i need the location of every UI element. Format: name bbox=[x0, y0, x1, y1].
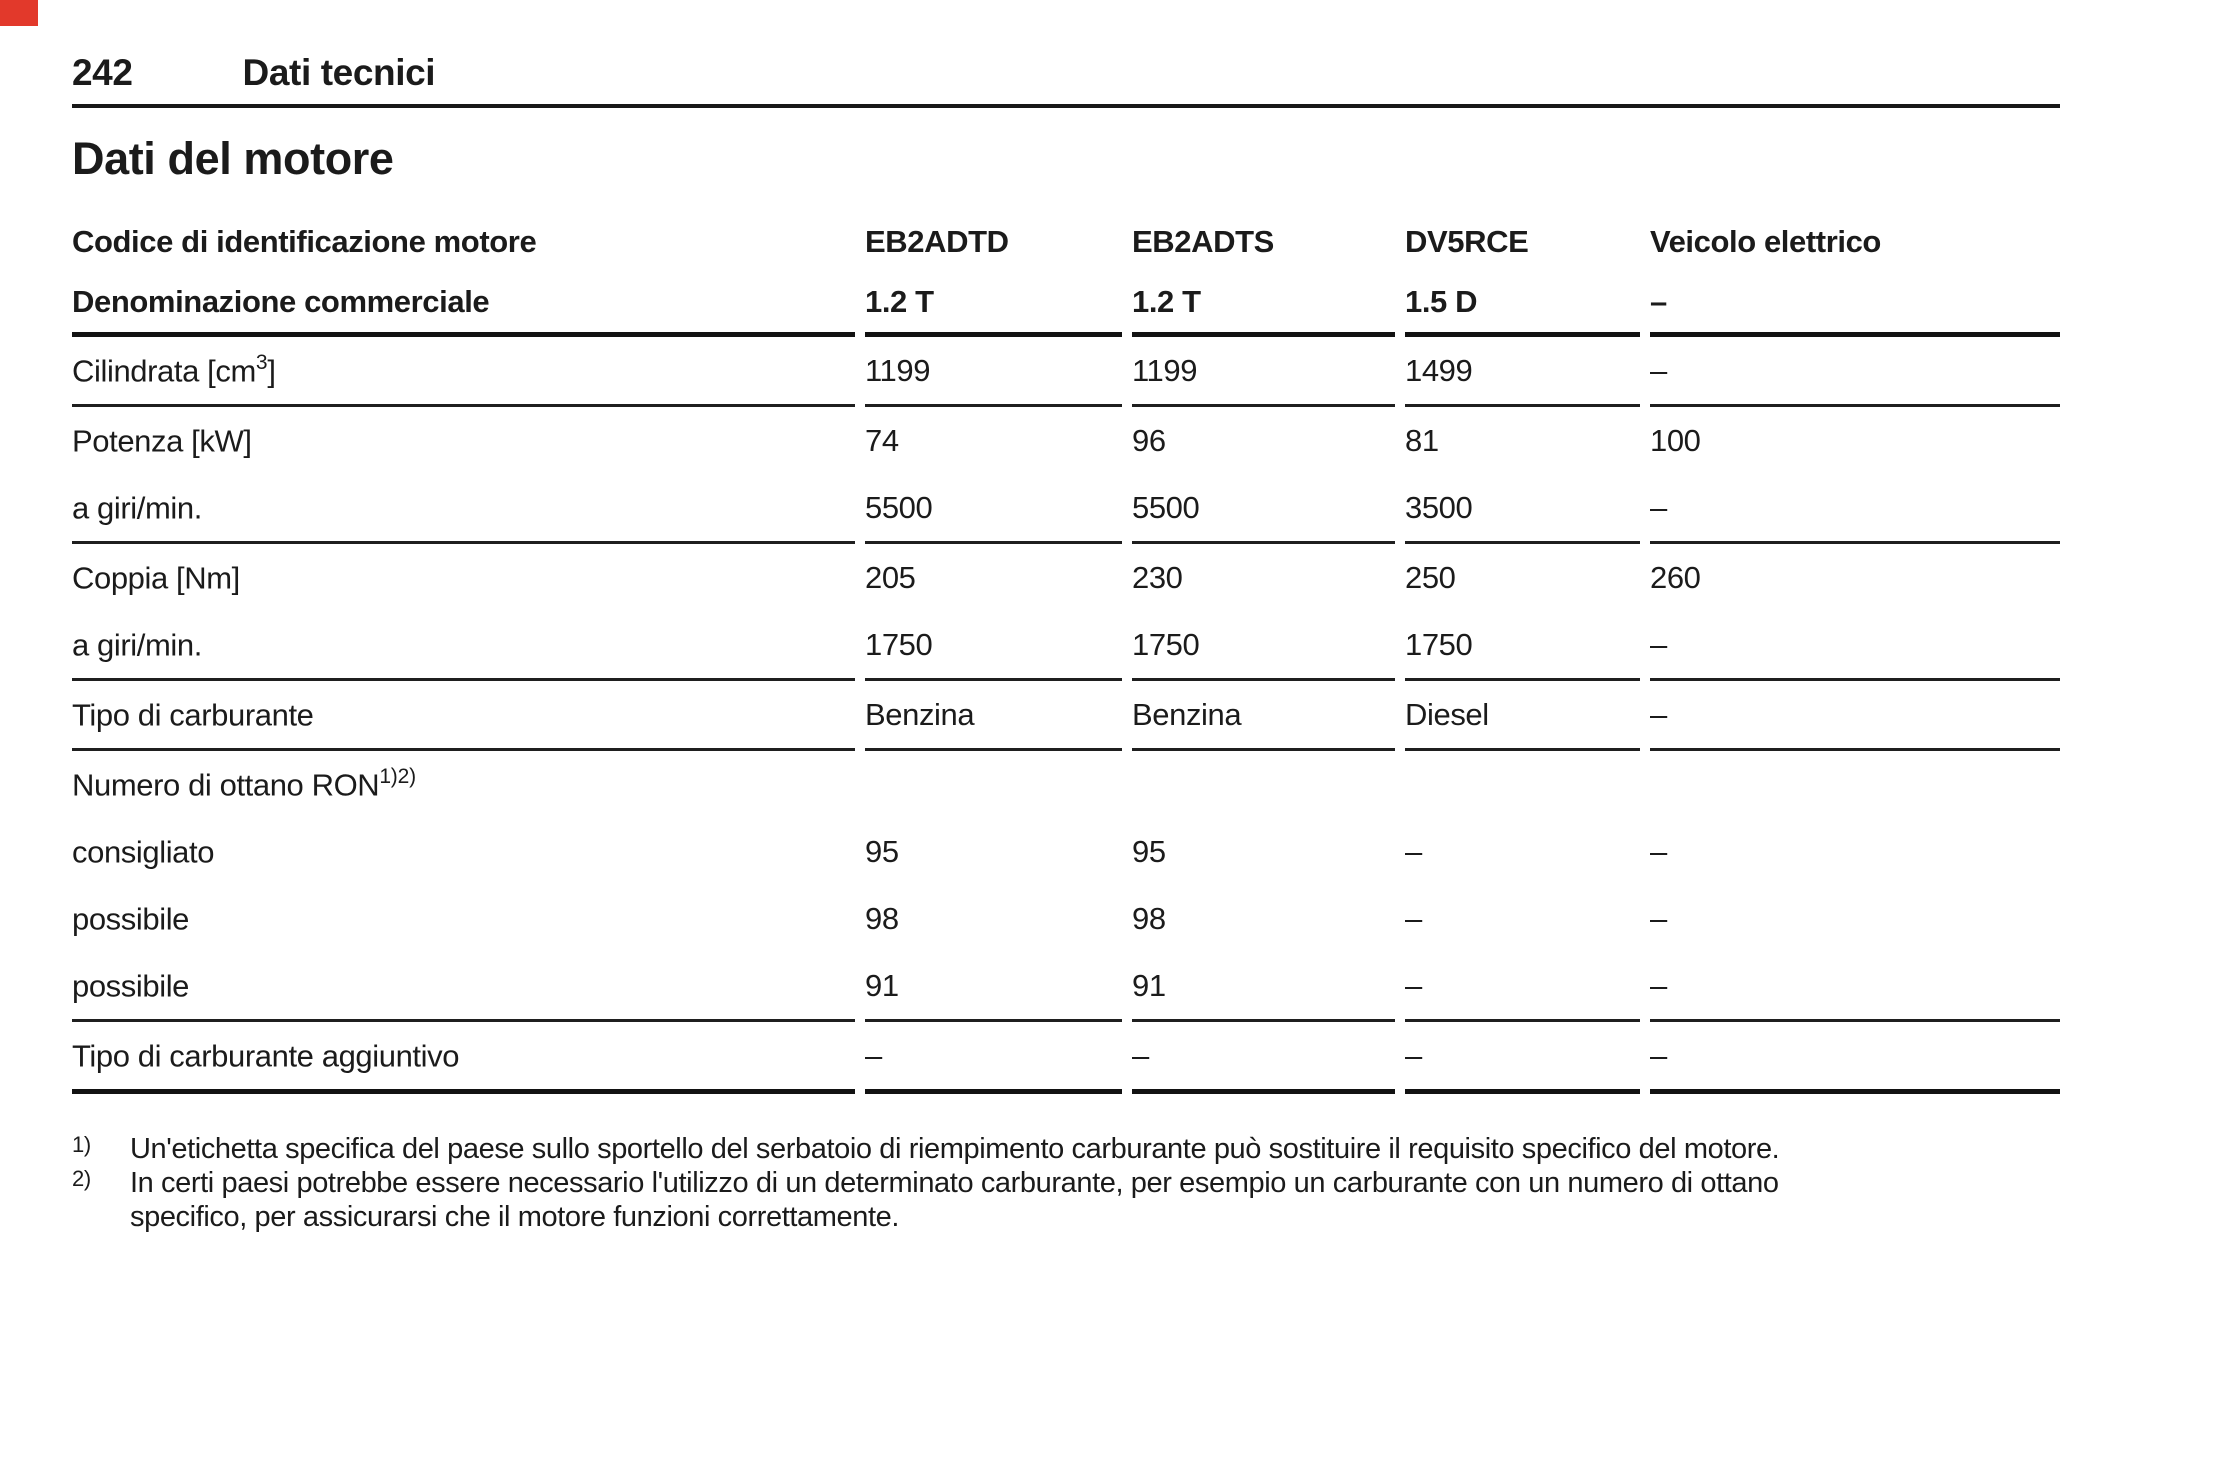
table-row bbox=[72, 751, 2060, 818]
table-rule-thick bbox=[72, 332, 2060, 337]
row-label: possibile bbox=[72, 901, 190, 937]
cell-value: 1.2 T bbox=[865, 284, 934, 319]
cell-value: 1750 bbox=[865, 626, 933, 662]
cell-value: 91 bbox=[1132, 967, 1166, 1003]
cell-value: Benzina bbox=[865, 696, 975, 732]
cell-value: – bbox=[1650, 489, 1667, 525]
cell-value: 3500 bbox=[1405, 489, 1473, 525]
page-content bbox=[72, 0, 2060, 1234]
cell-value: – bbox=[1650, 696, 1667, 732]
cell-value: 95 bbox=[865, 833, 899, 869]
page-number: 242 bbox=[72, 52, 133, 93]
cell-value: – bbox=[865, 1037, 882, 1073]
superscript: 1)2) bbox=[379, 764, 416, 788]
cell-value: 98 bbox=[865, 900, 899, 936]
red-corner-marker bbox=[0, 0, 38, 26]
superscript: 3 bbox=[255, 350, 268, 374]
row-label: Tipo di carburante bbox=[72, 697, 314, 733]
table-rule-thick bbox=[72, 1089, 2060, 1094]
cell-value: – bbox=[1650, 833, 1667, 869]
cell-value: 5500 bbox=[1132, 489, 1200, 525]
row-label: Potenza [kW] bbox=[72, 423, 252, 459]
cell-value: 1750 bbox=[1132, 626, 1200, 662]
cell-value: 96 bbox=[1132, 422, 1166, 458]
cell-value: – bbox=[1650, 967, 1667, 1003]
cell-value: Veicolo elettrico bbox=[1650, 224, 1881, 259]
table-row bbox=[72, 212, 2060, 272]
cell-value: EB2ADTD bbox=[865, 224, 1009, 259]
row-label: Coppia [Nm] bbox=[72, 560, 240, 596]
engine-data-table bbox=[72, 212, 2060, 1094]
cell-value: 250 bbox=[1405, 559, 1456, 595]
footnote bbox=[72, 1166, 2060, 1234]
cell-value: 100 bbox=[1650, 422, 1701, 458]
row-label: Numero di ottano $RON^{1)2)}$ bbox=[72, 764, 416, 803]
cell-value: 98 bbox=[1132, 900, 1166, 936]
cell-value: – bbox=[1132, 1037, 1149, 1073]
cell-value: – bbox=[1650, 1037, 1667, 1073]
cell-value: 1750 bbox=[1405, 626, 1473, 662]
cell-value: DV5RCE bbox=[1405, 224, 1529, 259]
table-row bbox=[72, 1022, 2060, 1089]
footnotes bbox=[72, 1132, 2060, 1234]
footnote-marker: 1) bbox=[72, 1132, 91, 1157]
cell-value: – bbox=[1650, 626, 1667, 662]
table-row bbox=[72, 544, 2060, 611]
cell-value: – bbox=[1650, 900, 1667, 936]
cell-value: 81 bbox=[1405, 422, 1439, 458]
cell-value: 91 bbox=[865, 967, 899, 1003]
table-rule-thin bbox=[72, 748, 2060, 751]
section-title: Dati tecnici bbox=[242, 52, 436, 93]
footnote bbox=[72, 1132, 2060, 1166]
cell-value: 230 bbox=[1132, 559, 1183, 595]
table-rule-thin bbox=[72, 1019, 2060, 1022]
row-label: a giri/min. bbox=[72, 490, 202, 526]
cell-value: 95 bbox=[1132, 833, 1166, 869]
table-row bbox=[72, 681, 2060, 748]
table-row bbox=[72, 952, 2060, 1019]
row-label: Denominazione commerciale bbox=[72, 284, 490, 319]
cell-value: 1.5 D bbox=[1405, 284, 1478, 319]
table-rule-thin bbox=[72, 541, 2060, 544]
row-label: Codice di identificazione motore bbox=[72, 224, 537, 259]
table-rule-thin bbox=[72, 678, 2060, 681]
table-row bbox=[72, 272, 2060, 332]
row-label: consigliato bbox=[72, 834, 215, 870]
cell-value: EB2ADTS bbox=[1132, 224, 1274, 259]
table-row bbox=[72, 474, 2060, 541]
row-label: Cilindrata $[cm^3]$ bbox=[72, 350, 276, 389]
cell-value: 1.2 T bbox=[1132, 284, 1201, 319]
footnote-marker: 2) bbox=[72, 1166, 91, 1191]
cell-value: 260 bbox=[1650, 559, 1701, 595]
row-label: Tipo di carburante aggiuntivo bbox=[72, 1038, 460, 1074]
row-label: possibile bbox=[72, 968, 190, 1004]
cell-value: 1199 bbox=[865, 352, 931, 388]
table-rule-thin bbox=[72, 404, 2060, 407]
cell-value: – bbox=[1650, 352, 1667, 388]
cell-value: Benzina bbox=[1132, 696, 1242, 732]
cell-value: 1499 bbox=[1405, 352, 1473, 388]
row-label: a giri/min. bbox=[72, 627, 202, 663]
table-row bbox=[72, 885, 2060, 952]
table-row bbox=[72, 818, 2060, 885]
table-row bbox=[72, 611, 2060, 678]
cell-value: – bbox=[1405, 1037, 1422, 1073]
table-row bbox=[72, 337, 2060, 404]
footnote-text: In certi paesi potrebbe essere necessario l'utilizzo di un determinato carburante, per esempio un carburante con un numero di ottano specifico, per assicurarsi che il motore funzioni correttamente. bbox=[130, 1167, 1779, 1233]
cell-value: – bbox=[1405, 967, 1422, 1003]
page-title: Dati del motore bbox=[72, 133, 394, 184]
table-row bbox=[72, 407, 2060, 474]
cell-value: 205 bbox=[865, 559, 916, 595]
cell-value: 1199 bbox=[1132, 352, 1198, 388]
footnote-text: Un'etichetta specifica del paese sullo sportello del serbatoio di riempimento carburante può sostituire il requisito specifico del motore. bbox=[130, 1133, 1780, 1165]
page-header bbox=[72, 54, 2060, 108]
cell-value: – bbox=[1405, 900, 1422, 936]
cell-value: Diesel bbox=[1405, 696, 1489, 732]
cell-value: – bbox=[1405, 833, 1422, 869]
cell-value: 5500 bbox=[865, 489, 933, 525]
cell-value: – bbox=[1650, 284, 1667, 319]
cell-value: 74 bbox=[865, 422, 899, 458]
